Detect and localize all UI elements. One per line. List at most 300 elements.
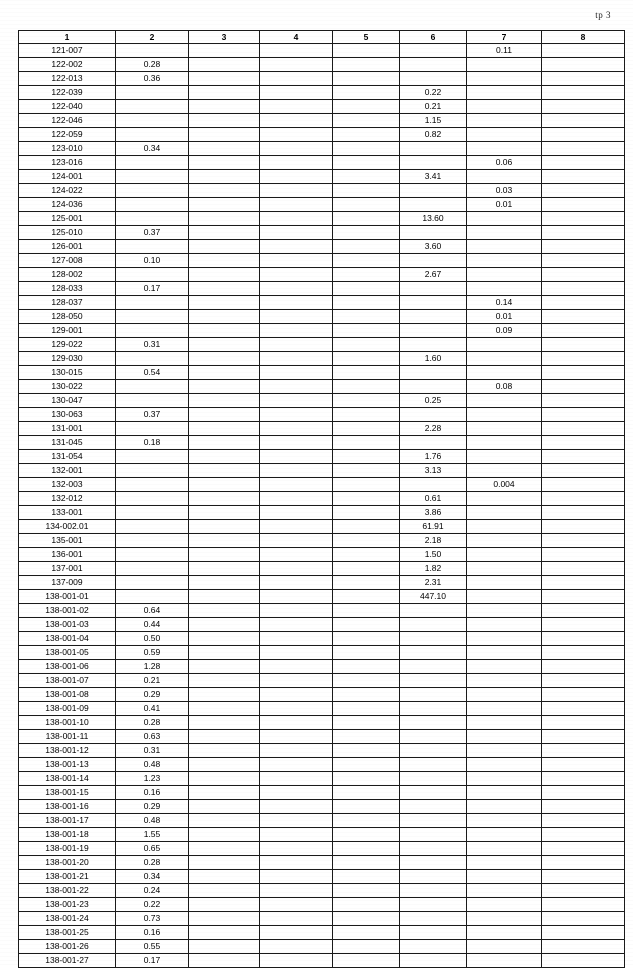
row-value-cell bbox=[542, 380, 625, 394]
row-value-cell bbox=[542, 688, 625, 702]
row-value-cell bbox=[400, 338, 467, 352]
row-value-cell bbox=[333, 828, 400, 842]
row-value-cell bbox=[333, 618, 400, 632]
table-row bbox=[19, 198, 625, 212]
row-value-cell bbox=[400, 954, 467, 968]
row-value-cell bbox=[333, 422, 400, 436]
row-value-cell bbox=[189, 492, 260, 506]
row-value-cell bbox=[260, 478, 333, 492]
row-value-cell bbox=[260, 72, 333, 86]
row-code-cell: 138-001-01 bbox=[19, 590, 116, 604]
row-value-cell bbox=[542, 716, 625, 730]
row-value-cell bbox=[189, 184, 260, 198]
row-value-cell bbox=[542, 156, 625, 170]
row-value-cell bbox=[189, 44, 260, 58]
table-row bbox=[19, 366, 625, 380]
row-value-cell bbox=[467, 940, 542, 954]
row-value-cell bbox=[400, 730, 467, 744]
row-value-cell: 0.22 bbox=[116, 898, 189, 912]
row-value-cell bbox=[189, 324, 260, 338]
row-value-cell bbox=[333, 366, 400, 380]
row-value-cell bbox=[467, 660, 542, 674]
row-code-cell: 133-001 bbox=[19, 506, 116, 520]
row-value-cell bbox=[333, 142, 400, 156]
row-value-cell bbox=[116, 170, 189, 184]
row-value-cell bbox=[260, 436, 333, 450]
row-code-cell: 138-001-11 bbox=[19, 730, 116, 744]
table-row bbox=[19, 86, 625, 100]
row-value-cell: 0.48 bbox=[116, 758, 189, 772]
row-value-cell: 0.29 bbox=[116, 800, 189, 814]
row-value-cell bbox=[116, 324, 189, 338]
row-value-cell bbox=[400, 254, 467, 268]
row-value-cell bbox=[333, 954, 400, 968]
row-value-cell bbox=[542, 198, 625, 212]
table-row bbox=[19, 170, 625, 184]
row-code-cell: 128-033 bbox=[19, 282, 116, 296]
row-value-cell bbox=[333, 352, 400, 366]
row-code-cell: 138-001-16 bbox=[19, 800, 116, 814]
row-value-cell: 0.09 bbox=[467, 324, 542, 338]
row-value-cell bbox=[333, 646, 400, 660]
row-value-cell: 0.14 bbox=[467, 296, 542, 310]
row-code-cell: 132-001 bbox=[19, 464, 116, 478]
row-value-cell bbox=[189, 618, 260, 632]
row-value-cell bbox=[333, 450, 400, 464]
row-value-cell bbox=[333, 100, 400, 114]
row-value-cell bbox=[542, 646, 625, 660]
row-value-cell bbox=[116, 156, 189, 170]
row-value-cell bbox=[333, 870, 400, 884]
row-value-cell bbox=[189, 310, 260, 324]
table-header-row bbox=[19, 31, 625, 44]
row-value-cell bbox=[260, 114, 333, 128]
row-value-cell bbox=[467, 254, 542, 268]
row-value-cell bbox=[116, 128, 189, 142]
row-value-cell bbox=[467, 744, 542, 758]
row-value-cell bbox=[189, 772, 260, 786]
row-value-cell bbox=[467, 534, 542, 548]
row-value-cell bbox=[400, 142, 467, 156]
row-value-cell bbox=[189, 870, 260, 884]
row-code-cell: 138-001-19 bbox=[19, 842, 116, 856]
table-row bbox=[19, 912, 625, 926]
row-value-cell bbox=[400, 940, 467, 954]
row-value-cell bbox=[189, 226, 260, 240]
row-value-cell bbox=[189, 254, 260, 268]
row-value-cell bbox=[333, 436, 400, 450]
row-value-cell bbox=[542, 100, 625, 114]
row-value-cell bbox=[333, 562, 400, 576]
row-code-cell: 131-001 bbox=[19, 422, 116, 436]
row-value-cell: 1.15 bbox=[400, 114, 467, 128]
row-value-cell bbox=[260, 282, 333, 296]
table-row bbox=[19, 884, 625, 898]
row-value-cell bbox=[260, 786, 333, 800]
row-value-cell bbox=[260, 100, 333, 114]
row-value-cell bbox=[542, 478, 625, 492]
row-value-cell: 0.54 bbox=[116, 366, 189, 380]
table-row bbox=[19, 744, 625, 758]
row-value-cell bbox=[116, 492, 189, 506]
row-value-cell bbox=[260, 898, 333, 912]
table-row bbox=[19, 156, 625, 170]
row-value-cell bbox=[260, 954, 333, 968]
row-value-cell bbox=[260, 926, 333, 940]
table-row bbox=[19, 716, 625, 730]
row-value-cell: 0.28 bbox=[116, 856, 189, 870]
row-value-cell bbox=[400, 674, 467, 688]
row-value-cell bbox=[189, 590, 260, 604]
row-value-cell bbox=[260, 814, 333, 828]
row-value-cell bbox=[260, 198, 333, 212]
row-value-cell bbox=[189, 338, 260, 352]
row-code-cell: 127-008 bbox=[19, 254, 116, 268]
table-body bbox=[19, 44, 625, 968]
table-row bbox=[19, 856, 625, 870]
row-value-cell bbox=[260, 296, 333, 310]
row-value-cell bbox=[260, 548, 333, 562]
row-value-cell bbox=[260, 58, 333, 72]
table-row bbox=[19, 478, 625, 492]
row-value-cell: 2.67 bbox=[400, 268, 467, 282]
row-value-cell bbox=[189, 380, 260, 394]
row-value-cell bbox=[260, 576, 333, 590]
row-value-cell bbox=[189, 702, 260, 716]
row-value-cell bbox=[467, 926, 542, 940]
row-value-cell bbox=[400, 72, 467, 86]
row-value-cell bbox=[260, 394, 333, 408]
row-value-cell bbox=[542, 786, 625, 800]
table-row bbox=[19, 44, 625, 58]
row-value-cell bbox=[333, 156, 400, 170]
row-value-cell: 0.21 bbox=[400, 100, 467, 114]
row-value-cell bbox=[260, 744, 333, 758]
row-value-cell bbox=[333, 674, 400, 688]
row-code-cell: 122-059 bbox=[19, 128, 116, 142]
row-value-cell bbox=[467, 548, 542, 562]
row-value-cell bbox=[542, 618, 625, 632]
row-value-cell bbox=[333, 58, 400, 72]
row-value-cell bbox=[189, 856, 260, 870]
table-row bbox=[19, 422, 625, 436]
row-code-cell: 131-054 bbox=[19, 450, 116, 464]
row-value-cell bbox=[116, 212, 189, 226]
row-value-cell bbox=[467, 562, 542, 576]
row-value-cell bbox=[467, 338, 542, 352]
table-row bbox=[19, 828, 625, 842]
row-code-cell: 123-010 bbox=[19, 142, 116, 156]
row-value-cell bbox=[189, 632, 260, 646]
row-value-cell bbox=[333, 44, 400, 58]
row-value-cell bbox=[189, 72, 260, 86]
row-code-cell: 130-047 bbox=[19, 394, 116, 408]
row-value-cell: 1.23 bbox=[116, 772, 189, 786]
row-value-cell bbox=[116, 310, 189, 324]
row-value-cell bbox=[189, 562, 260, 576]
row-value-cell bbox=[116, 268, 189, 282]
row-value-cell bbox=[260, 184, 333, 198]
row-value-cell bbox=[400, 828, 467, 842]
table-row bbox=[19, 324, 625, 338]
row-value-cell bbox=[260, 366, 333, 380]
row-value-cell bbox=[467, 492, 542, 506]
row-value-cell bbox=[116, 562, 189, 576]
row-value-cell bbox=[542, 534, 625, 548]
row-value-cell bbox=[116, 520, 189, 534]
row-value-cell bbox=[333, 506, 400, 520]
row-value-cell bbox=[260, 324, 333, 338]
page-number-label: tp 3 bbox=[595, 10, 611, 20]
row-value-cell bbox=[260, 618, 333, 632]
row-value-cell bbox=[333, 926, 400, 940]
row-value-cell bbox=[189, 520, 260, 534]
row-code-cell: 130-063 bbox=[19, 408, 116, 422]
row-value-cell bbox=[189, 898, 260, 912]
row-value-cell bbox=[542, 366, 625, 380]
row-value-cell bbox=[542, 520, 625, 534]
row-value-cell bbox=[333, 744, 400, 758]
row-code-cell: 122-040 bbox=[19, 100, 116, 114]
row-code-cell: 122-046 bbox=[19, 114, 116, 128]
row-value-cell bbox=[189, 548, 260, 562]
row-value-cell bbox=[333, 198, 400, 212]
row-value-cell bbox=[467, 450, 542, 464]
row-value-cell bbox=[189, 240, 260, 254]
row-value-cell bbox=[542, 548, 625, 562]
table-row bbox=[19, 730, 625, 744]
row-value-cell bbox=[400, 436, 467, 450]
row-value-cell bbox=[260, 534, 333, 548]
row-value-cell bbox=[542, 674, 625, 688]
row-value-cell bbox=[467, 758, 542, 772]
row-value-cell bbox=[467, 828, 542, 842]
row-value-cell bbox=[189, 506, 260, 520]
table-row bbox=[19, 72, 625, 86]
table-row bbox=[19, 842, 625, 856]
row-value-cell bbox=[189, 464, 260, 478]
row-value-cell: 0.44 bbox=[116, 618, 189, 632]
row-value-cell bbox=[333, 128, 400, 142]
row-value-cell bbox=[116, 464, 189, 478]
row-value-cell bbox=[260, 646, 333, 660]
row-code-cell: 138-001-08 bbox=[19, 688, 116, 702]
row-value-cell bbox=[467, 590, 542, 604]
row-code-cell: 138-001-21 bbox=[19, 870, 116, 884]
row-value-cell bbox=[116, 114, 189, 128]
row-value-cell bbox=[333, 464, 400, 478]
row-value-cell bbox=[189, 954, 260, 968]
row-value-cell bbox=[260, 660, 333, 674]
row-value-cell bbox=[542, 268, 625, 282]
row-value-cell bbox=[333, 184, 400, 198]
row-value-cell bbox=[260, 450, 333, 464]
row-value-cell bbox=[189, 730, 260, 744]
row-value-cell bbox=[467, 870, 542, 884]
row-value-cell bbox=[467, 954, 542, 968]
row-value-cell bbox=[400, 758, 467, 772]
row-value-cell bbox=[116, 352, 189, 366]
row-value-cell bbox=[189, 842, 260, 856]
row-value-cell bbox=[400, 156, 467, 170]
row-value-cell bbox=[260, 730, 333, 744]
row-value-cell bbox=[189, 366, 260, 380]
row-value-cell: 0.18 bbox=[116, 436, 189, 450]
row-value-cell bbox=[260, 562, 333, 576]
row-value-cell bbox=[260, 156, 333, 170]
row-value-cell bbox=[542, 828, 625, 842]
row-value-cell bbox=[467, 814, 542, 828]
row-value-cell bbox=[333, 884, 400, 898]
row-value-cell bbox=[542, 114, 625, 128]
row-value-cell bbox=[260, 492, 333, 506]
row-value-cell bbox=[260, 506, 333, 520]
row-value-cell bbox=[189, 422, 260, 436]
row-value-cell bbox=[467, 128, 542, 142]
row-value-cell bbox=[333, 338, 400, 352]
row-value-cell bbox=[116, 198, 189, 212]
row-value-cell bbox=[333, 282, 400, 296]
row-value-cell: 0.55 bbox=[116, 940, 189, 954]
row-code-cell: 138-001-05 bbox=[19, 646, 116, 660]
row-value-cell bbox=[333, 912, 400, 926]
row-value-cell bbox=[333, 814, 400, 828]
row-value-cell bbox=[189, 758, 260, 772]
row-value-cell bbox=[542, 870, 625, 884]
column-header-1: 1 bbox=[19, 31, 116, 44]
row-value-cell bbox=[116, 44, 189, 58]
row-value-cell bbox=[260, 940, 333, 954]
row-value-cell bbox=[542, 758, 625, 772]
row-value-cell bbox=[467, 268, 542, 282]
row-value-cell bbox=[260, 212, 333, 226]
row-value-cell: 0.82 bbox=[400, 128, 467, 142]
row-value-cell bbox=[542, 590, 625, 604]
table-header bbox=[19, 31, 625, 44]
row-code-cell: 138-001-02 bbox=[19, 604, 116, 618]
row-value-cell bbox=[116, 394, 189, 408]
row-value-cell bbox=[260, 380, 333, 394]
row-value-cell bbox=[542, 142, 625, 156]
row-value-cell bbox=[400, 324, 467, 338]
row-code-cell: 138-001-26 bbox=[19, 940, 116, 954]
row-value-cell bbox=[333, 324, 400, 338]
row-value-cell bbox=[116, 380, 189, 394]
row-code-cell: 125-010 bbox=[19, 226, 116, 240]
row-value-cell bbox=[333, 310, 400, 324]
row-value-cell: 1.76 bbox=[400, 450, 467, 464]
row-code-cell: 138-001-15 bbox=[19, 786, 116, 800]
row-code-cell: 138-001-22 bbox=[19, 884, 116, 898]
row-value-cell: 0.11 bbox=[467, 44, 542, 58]
row-value-cell bbox=[400, 912, 467, 926]
table-row bbox=[19, 660, 625, 674]
row-value-cell bbox=[542, 814, 625, 828]
row-value-cell bbox=[467, 716, 542, 730]
table-row bbox=[19, 338, 625, 352]
row-value-cell bbox=[260, 268, 333, 282]
row-value-cell bbox=[467, 282, 542, 296]
row-value-cell bbox=[400, 604, 467, 618]
row-value-cell: 3.13 bbox=[400, 464, 467, 478]
row-code-cell: 132-003 bbox=[19, 478, 116, 492]
row-value-cell bbox=[400, 856, 467, 870]
row-value-cell bbox=[400, 926, 467, 940]
row-value-cell: 0.25 bbox=[400, 394, 467, 408]
row-value-cell bbox=[542, 954, 625, 968]
row-value-cell bbox=[189, 800, 260, 814]
row-code-cell: 129-001 bbox=[19, 324, 116, 338]
table-row bbox=[19, 576, 625, 590]
row-value-cell bbox=[260, 142, 333, 156]
table-row bbox=[19, 758, 625, 772]
row-value-cell bbox=[467, 72, 542, 86]
row-value-cell: 0.50 bbox=[116, 632, 189, 646]
row-value-cell bbox=[189, 940, 260, 954]
row-value-cell bbox=[400, 198, 467, 212]
row-value-cell: 0.06 bbox=[467, 156, 542, 170]
row-value-cell bbox=[189, 282, 260, 296]
row-value-cell bbox=[400, 366, 467, 380]
row-value-cell bbox=[467, 856, 542, 870]
row-value-cell bbox=[333, 548, 400, 562]
row-value-cell bbox=[542, 408, 625, 422]
row-value-cell bbox=[189, 786, 260, 800]
row-value-cell: 61.91 bbox=[400, 520, 467, 534]
row-code-cell: 128-037 bbox=[19, 296, 116, 310]
row-value-cell: 1.55 bbox=[116, 828, 189, 842]
row-code-cell: 138-001-09 bbox=[19, 702, 116, 716]
row-value-cell bbox=[400, 44, 467, 58]
row-value-cell bbox=[333, 940, 400, 954]
row-value-cell bbox=[333, 660, 400, 674]
table-row bbox=[19, 702, 625, 716]
row-value-cell bbox=[400, 842, 467, 856]
row-value-cell bbox=[116, 534, 189, 548]
table-row bbox=[19, 212, 625, 226]
row-value-cell: 0.03 bbox=[467, 184, 542, 198]
row-value-cell bbox=[467, 170, 542, 184]
row-value-cell bbox=[189, 128, 260, 142]
table-row bbox=[19, 632, 625, 646]
row-code-cell: 138-001-27 bbox=[19, 954, 116, 968]
row-value-cell bbox=[467, 646, 542, 660]
row-value-cell: 0.01 bbox=[467, 310, 542, 324]
row-code-cell: 138-001-12 bbox=[19, 744, 116, 758]
table-row bbox=[19, 240, 625, 254]
row-value-cell bbox=[189, 170, 260, 184]
row-value-cell: 0.21 bbox=[116, 674, 189, 688]
table-row bbox=[19, 184, 625, 198]
row-value-cell bbox=[400, 716, 467, 730]
row-value-cell bbox=[116, 86, 189, 100]
row-value-cell: 0.37 bbox=[116, 226, 189, 240]
row-value-cell bbox=[467, 842, 542, 856]
row-value-cell bbox=[189, 674, 260, 688]
row-value-cell: 13.60 bbox=[400, 212, 467, 226]
table-row bbox=[19, 380, 625, 394]
row-value-cell bbox=[333, 492, 400, 506]
row-value-cell: 0.34 bbox=[116, 142, 189, 156]
row-value-cell bbox=[542, 44, 625, 58]
row-value-cell bbox=[542, 730, 625, 744]
row-value-cell bbox=[467, 730, 542, 744]
row-value-cell bbox=[333, 394, 400, 408]
row-value-cell bbox=[467, 366, 542, 380]
row-value-cell bbox=[542, 282, 625, 296]
row-value-cell: 0.08 bbox=[467, 380, 542, 394]
row-value-cell: 0.10 bbox=[116, 254, 189, 268]
